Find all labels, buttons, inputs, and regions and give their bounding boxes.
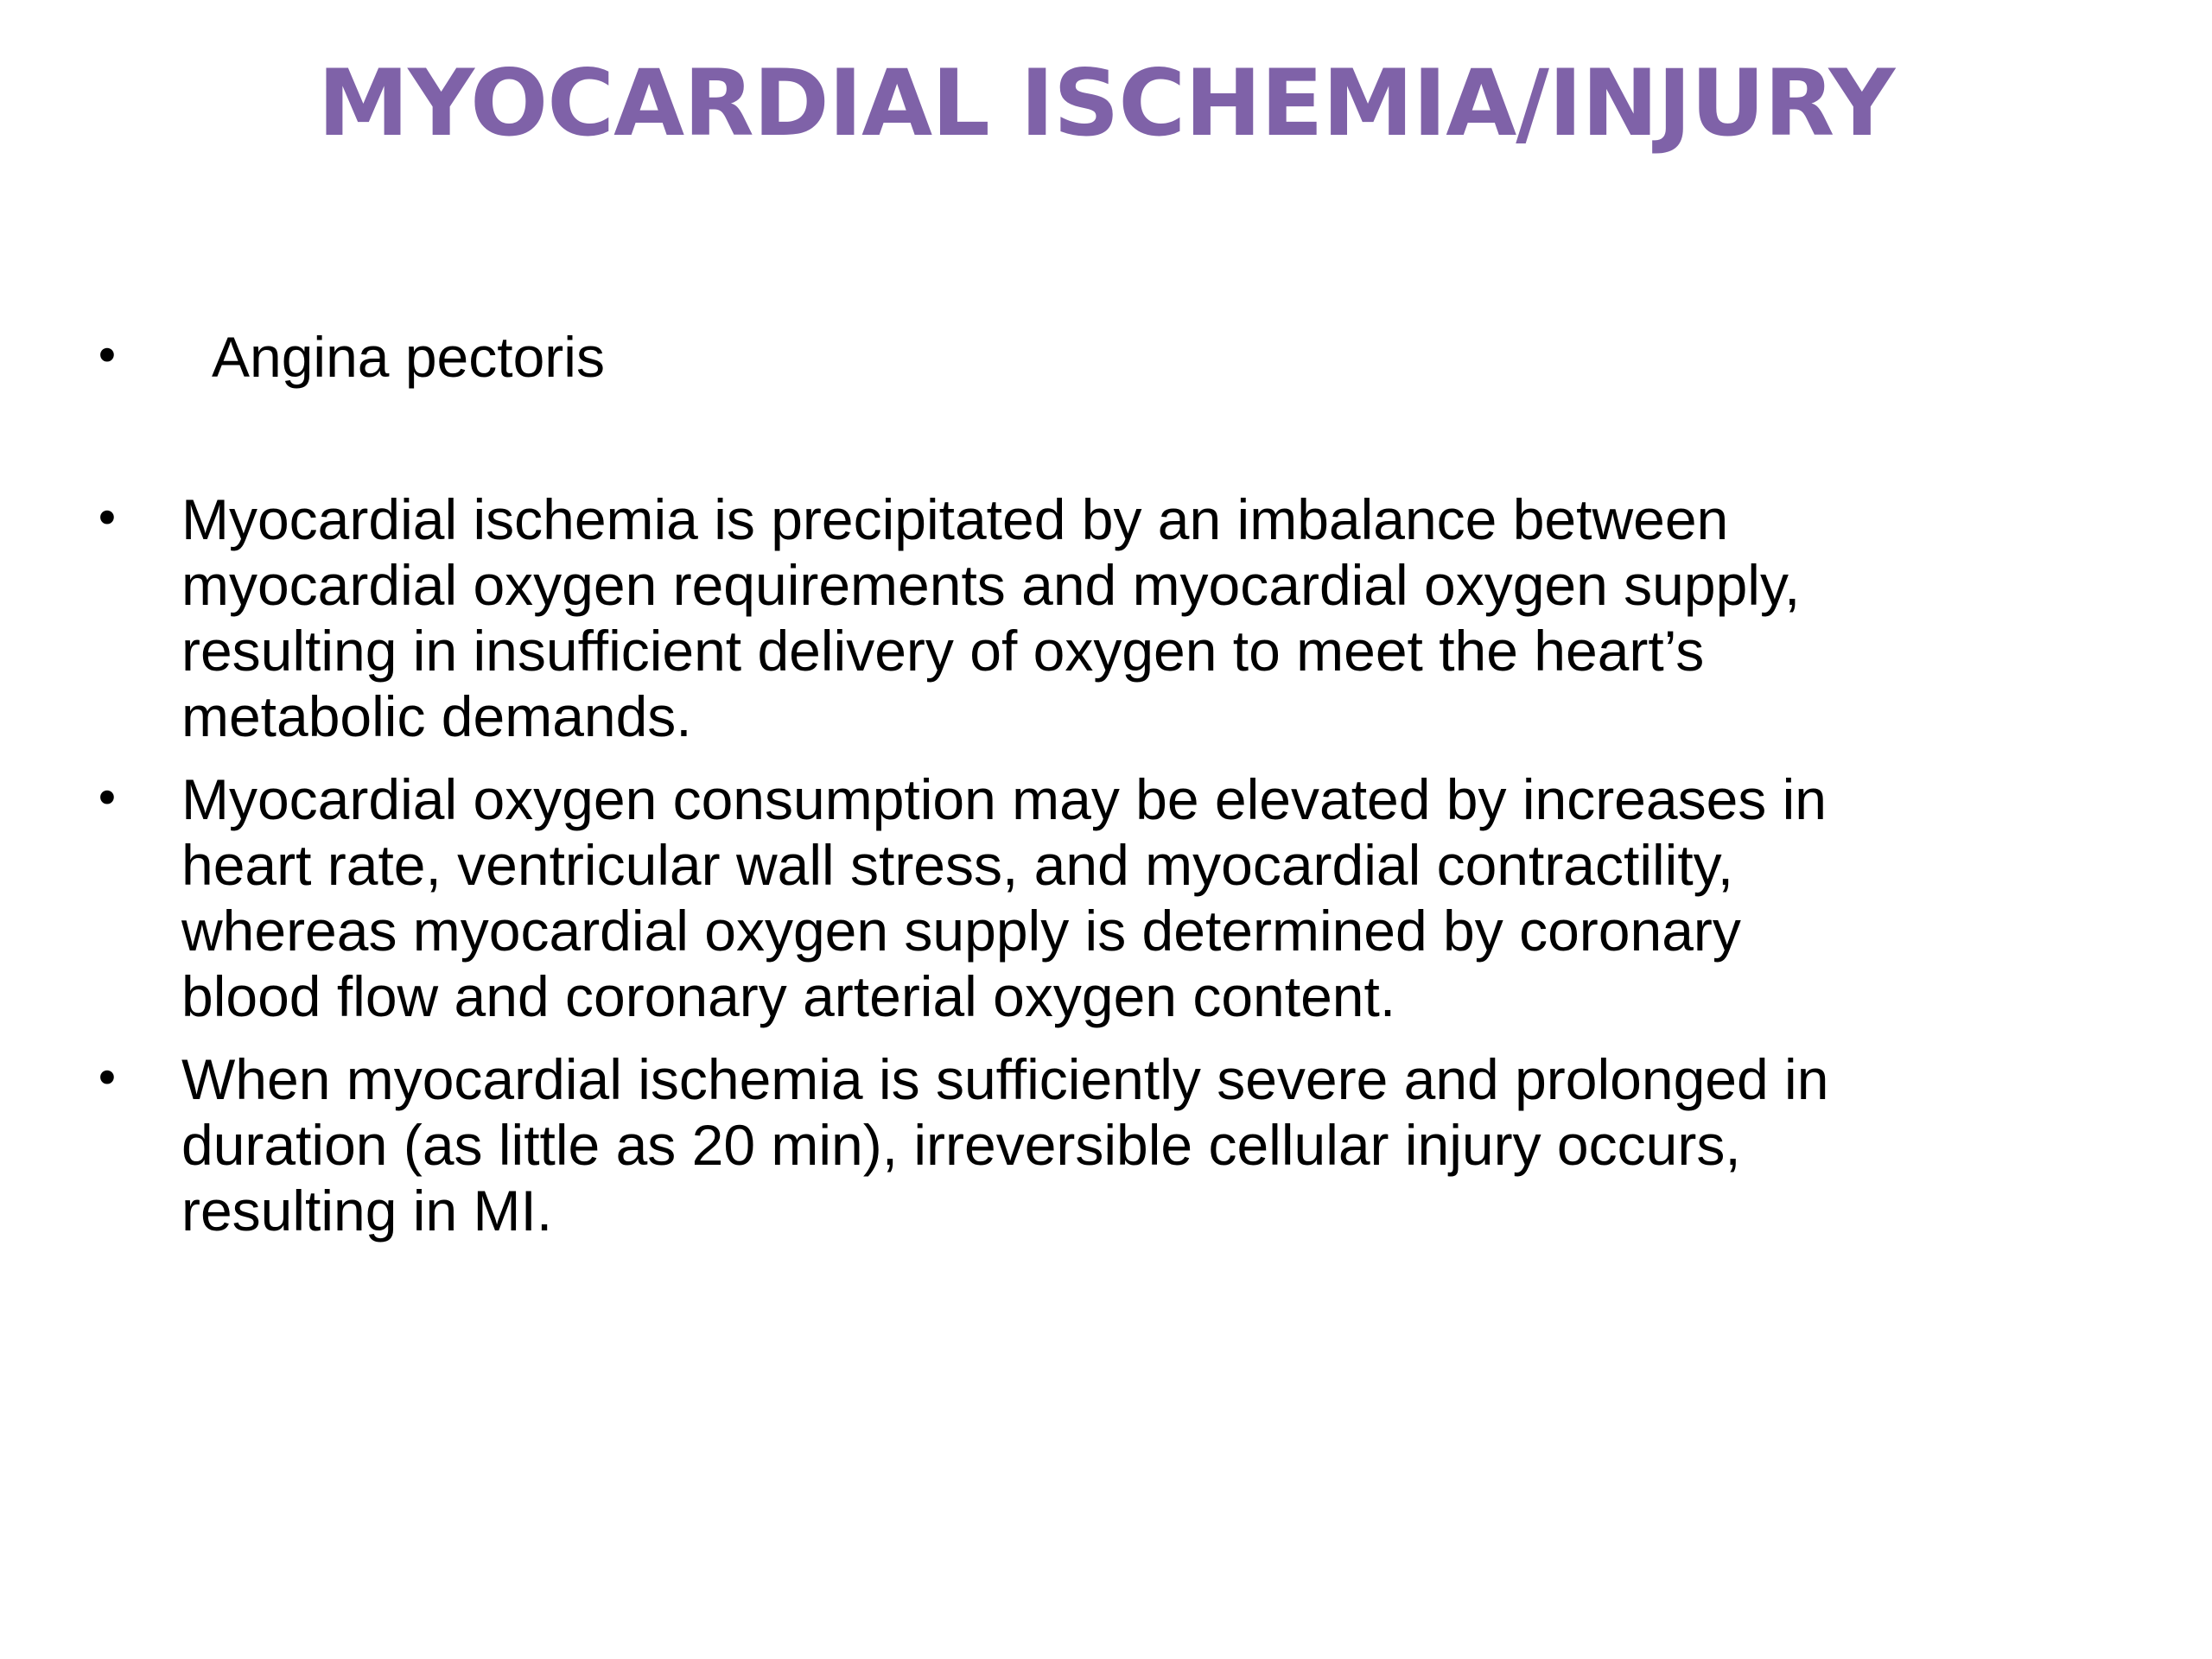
bullet-item-angina [212, 324, 605, 390]
bullet-line: resulting in insufficient delivery of oxygen to meet the heart’s [181, 619, 1705, 683]
bullet-line: When myocardial ischemia is sufficiently severe and prolonged in [181, 1047, 1829, 1111]
bullet-item-oxygen-consumption [181, 766, 1827, 1029]
bullet-item-irreversible-injury [181, 1046, 1828, 1243]
bullet-line: myocardial oxygen requirements and myocardial oxygen supply, [181, 553, 1801, 617]
bullet-marker: • [93, 1052, 121, 1106]
bullet-line: duration (as little as 20 min), irreversible cellular injury occurs, [181, 1113, 1741, 1177]
bullet-marker: • [93, 772, 121, 826]
bullet-marker: • [93, 492, 121, 546]
bullet-line: metabolic demands. [181, 684, 692, 748]
bullet-line: blood flow and coronary arterial oxygen content. [181, 964, 1396, 1028]
slide-title: MYOCARDIAL ISCHEMIA/INJURY [317, 50, 1895, 156]
bullet-line: Angina pectoris [212, 325, 605, 389]
bullet-line: Myocardial ischemia is precipitated by an imbalance between [181, 487, 1729, 551]
bullet-item-ischemia-imbalance [181, 486, 1800, 749]
bullet-marker: • [93, 329, 121, 384]
bullet-line: heart rate, ventricular wall stress, and myocardial contractility, [181, 833, 1734, 897]
bullet-line: whereas myocardial oxygen supply is determined by coronary [181, 899, 1741, 963]
bullet-line: resulting in MI. [181, 1179, 553, 1243]
bullet-line: Myocardial oxygen consumption may be elevated by increases in [181, 767, 1827, 831]
